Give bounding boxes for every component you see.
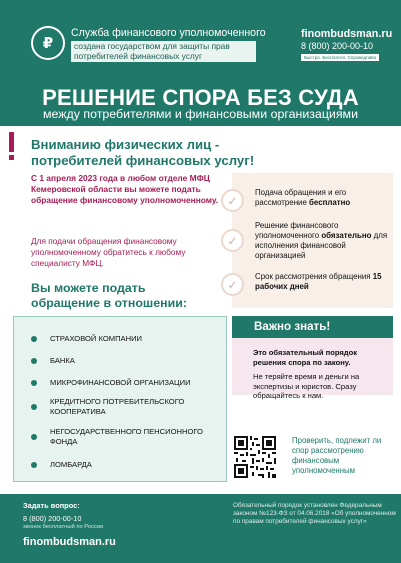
bullet-icon (31, 434, 37, 440)
check-icon: ✓ (221, 189, 244, 212)
page-subtitle: между потребителями и финансовыми организациями (42, 107, 358, 121)
org-description: создана государством для защиты прав потребителей финансовых услуг (71, 41, 256, 62)
footer-phone[interactable]: 8 (800) 200-00-10 (23, 514, 82, 523)
list-heading-line1: Вы можете подать (31, 281, 146, 295)
question-label: Задать вопрос: (23, 501, 80, 510)
list-heading (31, 281, 187, 311)
exclamation-icon (9, 132, 14, 159)
site-link-bottom[interactable]: finombudsman.ru (23, 536, 116, 548)
free-call-note: звонок бесплатный по России (23, 524, 104, 530)
attention-heading (31, 137, 254, 169)
bullet-icon (31, 380, 37, 386)
mfc-announcement: С 1 апреля 2023 года в любом отделе МФЦ Кемеровской области вы можете подать обращение финансовому уполномоченному. (31, 173, 219, 205)
qr-code-icon[interactable] (232, 434, 278, 480)
footer (0, 494, 401, 563)
important-heading: Важно знать! (232, 316, 393, 338)
attention-heading-line1: Вниманию физических лиц - (31, 137, 220, 152)
org-name: Служба финансового уполномоченного (71, 27, 266, 39)
bullet-icon (31, 404, 37, 410)
law-footnote: Обязательный порядок установлен Федеральным законом №123-ФЗ от 04.06.2018 «Об уполномоченном по правам потребителей финансовых услуг» (233, 502, 396, 526)
bullet-icon (31, 462, 37, 468)
bullet-icon (31, 336, 37, 342)
header-banner (0, 0, 401, 126)
important-line1: Это обязательный порядок решения спора по закону. (253, 348, 358, 367)
check-icon: ✓ (221, 273, 244, 296)
qr-caption: Проверить, подлежит ли спор рассмотрению финансовым уполномоченным (292, 436, 382, 475)
page-title: РЕШЕНИЕ СПОРА БЕЗ СУДА (42, 85, 359, 110)
institutions-list: СТРАХОВОЙ КОМПАНИИ БАНКА МИКРОФИНАНСОВОЙ ОРГАНИЗАЦИИ КРЕДИТНОГО ПОТРЕБИТЕЛЬСКОГО КООПЕРАТИВА НЕГОСУДАРСТВЕННОГО ПЕНСИОННОГО ФОНДА ЛОМБАРДА (13, 316, 227, 482)
check-icon: ✓ (221, 229, 244, 252)
bullet-icon (31, 358, 37, 364)
important-line2: Не теряйте время и деньги на экспертизы и юристов. Сразу обращайтесь к нам. (253, 372, 360, 400)
site-link-top[interactable]: finombudsman.ru (301, 28, 393, 40)
list-heading-line2: обращение в отношении: (31, 296, 187, 310)
emblem-logo-icon: ₽ (31, 26, 65, 60)
important-panel (232, 338, 393, 400)
tagline: Быстро. Бесплатно. Справедливо (301, 54, 379, 61)
attention-heading-line2: потребителей финансовых услуг! (31, 153, 255, 168)
phone-top: 8 (800) 200-00-10 (301, 41, 374, 51)
facts-panel: ✓ Подача обращения и его рассмотрение бесплатно ✓ Решение финансового уполномоченного обязательно для исполнения финансовой организацией ✓ Срок рассмотрения обращения 15 рабочих дней (232, 173, 393, 308)
mfc-instruction: Для подачи обращения финансовому уполномоченному обратитесь к любому специалисту МФЦ. (31, 236, 186, 268)
